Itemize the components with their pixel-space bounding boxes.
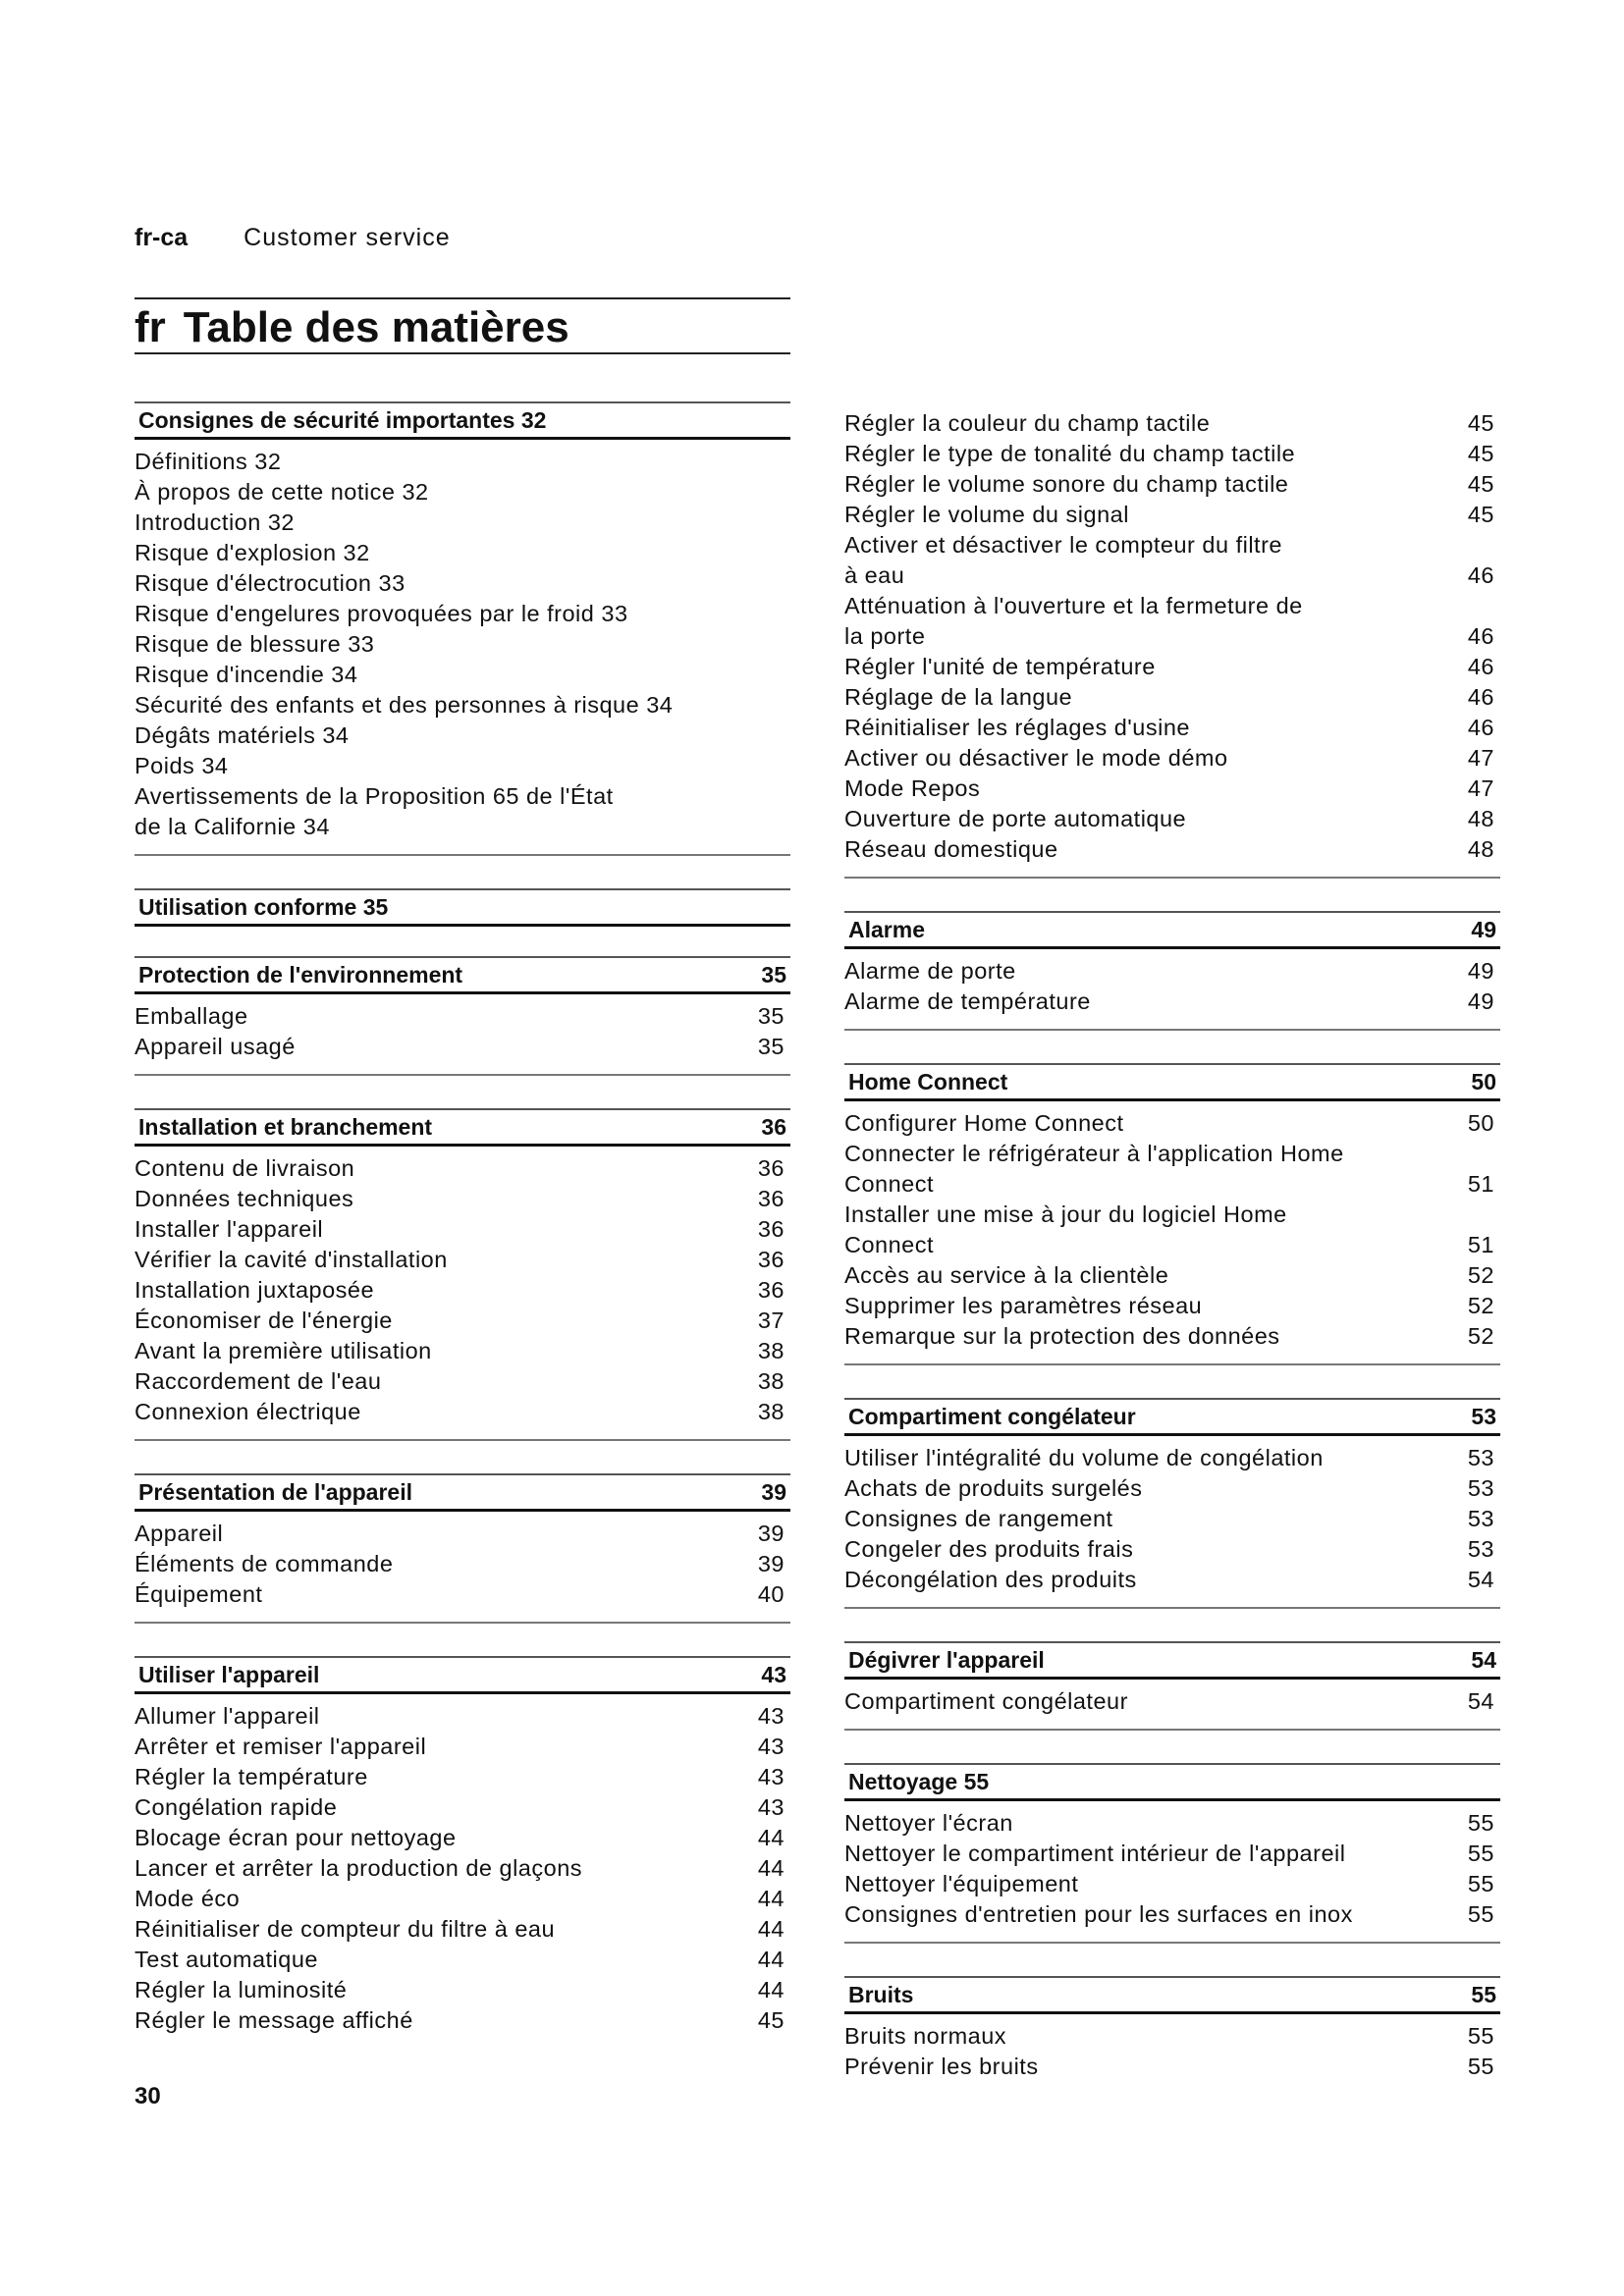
toc-entry[interactable] <box>135 1275 790 1306</box>
toc-entry-title: Nettoyer l'équipement <box>844 1871 1079 1896</box>
toc-entry-title: Vérifier la cavité d'installation <box>135 1247 448 1272</box>
toc-entry-title: Arrêter et remiser l'appareil <box>135 1734 427 1759</box>
toc-entry-page: 43 <box>757 1764 785 1789</box>
toc-section-title: Home Connect <box>848 1068 1008 1095</box>
toc-entry[interactable] <box>844 1108 1500 1139</box>
toc-entry[interactable] <box>135 721 790 751</box>
toc-entry-page: 55 <box>1467 1841 1494 1866</box>
toc-entry[interactable] <box>844 1839 1500 1869</box>
toc-entry-title: Prévenir les bruits <box>844 2054 1039 2079</box>
toc-entry[interactable] <box>844 1443 1500 1473</box>
toc-section <box>844 1641 1500 1731</box>
toc-entry-page: 45 <box>1467 471 1494 497</box>
toc-entry-list <box>844 401 1500 879</box>
toc-section <box>135 1108 790 1441</box>
toc-entry-list <box>844 1680 1500 1731</box>
toc-entry[interactable] <box>135 781 790 842</box>
toc-section-heading[interactable] <box>844 1976 1500 2014</box>
toc-entry-page: 44 <box>757 1886 785 1911</box>
toc-entry-title: Dégâts matériels 34 <box>135 722 350 748</box>
toc-section-heading[interactable] <box>844 1641 1500 1680</box>
toc-entry-title: Alarme de température <box>844 988 1091 1014</box>
toc-entry-title: Régler le message affiché <box>135 2007 413 2033</box>
toc-entry-page: 45 <box>1467 502 1494 527</box>
toc-entry-page: 47 <box>1467 745 1494 771</box>
toc-entry[interactable] <box>844 1200 1500 1260</box>
toc-entry-title: Installer l'appareil <box>135 1216 324 1242</box>
section-spacer <box>135 1076 790 1108</box>
toc-entry-page: 52 <box>1467 1323 1494 1349</box>
section-spacer <box>844 1731 1500 1763</box>
toc-section <box>844 911 1500 1031</box>
toc-entry[interactable] <box>844 591 1500 652</box>
toc-entry[interactable] <box>135 1153 790 1184</box>
toc-section <box>844 401 1500 879</box>
toc-section-title: Utiliser l'appareil <box>138 1661 320 1687</box>
toc-entry-list <box>135 1694 790 2048</box>
toc-entry[interactable] <box>135 1306 790 1336</box>
toc-entry[interactable] <box>135 629 790 660</box>
toc-entry[interactable] <box>844 1899 1500 1930</box>
toc-entry-page: 51 <box>1467 1171 1494 1197</box>
toc-entry-title: Risque d'explosion 32 <box>135 540 370 565</box>
toc-entry-title: Risque de blessure 33 <box>135 631 375 657</box>
toc-entry-page: 49 <box>1467 958 1494 984</box>
toc-entry-page: 45 <box>1467 441 1494 466</box>
toc-entry[interactable] <box>844 1869 1500 1899</box>
toc-entry[interactable] <box>844 682 1500 713</box>
toc-section-title: Protection de l'environnement <box>138 961 463 988</box>
toc-section <box>844 1763 1500 1944</box>
toc-entry-title: Consignes de rangement <box>844 1506 1113 1531</box>
toc-entry[interactable] <box>844 1686 1500 1717</box>
toc-entry-page: 55 <box>1467 2023 1494 2049</box>
toc-entry-title: Lancer et arrêter la production de glaçons <box>135 1855 583 1881</box>
section-spacer <box>135 927 790 956</box>
toc-entry[interactable] <box>844 834 1500 865</box>
toc-left-column <box>135 401 790 2048</box>
toc-section-page: 53 <box>1471 1403 1496 1429</box>
toc-section <box>844 1063 1500 1365</box>
toc-entry-title: Congeler des produits frais <box>844 1536 1134 1562</box>
toc-section-page: 36 <box>761 1113 786 1140</box>
toc-entry-title: Consignes d'entretien pour les surfaces en inox <box>844 1901 1353 1927</box>
toc-entry-title: Appareil <box>135 1521 224 1546</box>
toc-entry-title: Risque d'engelures provoquées par le froid 33 <box>135 601 628 626</box>
toc-entry[interactable] <box>135 1792 790 1823</box>
toc-entry[interactable] <box>135 1336 790 1366</box>
toc-entry-page: 44 <box>757 1825 785 1850</box>
toc-section-title: Dégivrer l'appareil <box>848 1646 1045 1673</box>
toc-entry-title: Régler le volume sonore du champ tactile <box>844 471 1289 497</box>
toc-entry-page: 54 <box>1467 1688 1494 1714</box>
toc-entry[interactable] <box>135 1945 790 1975</box>
toc-entry-page: 50 <box>1467 1110 1494 1136</box>
toc-entry-page: 44 <box>757 1916 785 1942</box>
toc-entry-page: 36 <box>757 1186 785 1211</box>
toc-entry-title: Réglage de la langue <box>844 684 1073 710</box>
toc-entry-page: 55 <box>1467 2054 1494 2079</box>
toc-entry-title: Réseau domestique <box>844 836 1058 862</box>
toc-entry-list <box>135 1147 790 1441</box>
toc-entry-title: Congélation rapide <box>135 1794 338 1820</box>
toc-entry-list <box>135 440 790 856</box>
toc-entry-title: Atténuation à l'ouverture et la fermeture de la porte <box>844 593 1303 649</box>
toc-entry-page: 44 <box>757 1977 785 2002</box>
toc-entry-page: 55 <box>1467 1901 1494 1927</box>
toc-entry-page: 48 <box>1467 836 1494 862</box>
toc-entry[interactable] <box>135 538 790 568</box>
toc-entry-title: Contenu de livraison <box>135 1155 355 1181</box>
toc-section-heading[interactable] <box>135 1656 790 1694</box>
toc-entry[interactable] <box>844 713 1500 743</box>
toc-entry-list <box>844 2014 1500 2094</box>
toc-section <box>135 1656 790 2048</box>
toc-entry-title: Régler l'unité de température <box>844 654 1156 679</box>
toc-entry[interactable] <box>135 690 790 721</box>
toc-entry-title: Sécurité des enfants et des personnes à risque 34 <box>135 692 674 718</box>
toc-section-title: Bruits <box>848 1981 914 2007</box>
toc-entry-title: Alarme de porte <box>844 958 1016 984</box>
toc-entry-page: 52 <box>1467 1293 1494 1318</box>
toc-entry[interactable] <box>135 1762 790 1792</box>
toc-entry-title: Bruits normaux <box>844 2023 1007 2049</box>
toc-entry-page: 46 <box>1467 715 1494 740</box>
toc-section-title: Utilisation conforme 35 <box>138 893 389 920</box>
toc-entry-page: 47 <box>1467 775 1494 801</box>
toc-entry-page: 38 <box>757 1368 785 1394</box>
toc-entry-title: Réinitialiser les réglages d'usine <box>844 715 1190 740</box>
toc-section-title: Alarme <box>848 916 925 942</box>
toc-entry-title: Nettoyer le compartiment intérieur de l'appareil <box>844 1841 1346 1866</box>
page-number: 30 <box>135 2083 161 2109</box>
toc-section-page: 43 <box>761 1661 786 1687</box>
toc-entry[interactable] <box>135 1214 790 1245</box>
toc-entry[interactable] <box>135 1366 790 1397</box>
toc-entry-title: Avertissements de la Proposition 65 de l'État de la Californie 34 <box>135 783 614 839</box>
toc-section <box>135 401 790 856</box>
toc-entry-title: Mode Repos <box>844 775 981 801</box>
toc-entry-page: 48 <box>1467 806 1494 831</box>
toc-entry-page: 46 <box>1467 654 1494 679</box>
toc-entry[interactable] <box>844 1139 1500 1200</box>
toc-entry[interactable] <box>844 439 1500 469</box>
toc-entry[interactable] <box>844 1321 1500 1352</box>
toc-section <box>135 888 790 927</box>
toc-entry-title: Test automatique <box>135 1947 318 1972</box>
toc-entry-page: 39 <box>757 1551 785 1576</box>
toc-entry[interactable] <box>135 1549 790 1579</box>
toc-entry-title: Activer ou désactiver le mode démo <box>844 745 1228 771</box>
toc-entry[interactable] <box>844 1260 1500 1291</box>
section-spacer <box>135 1441 790 1473</box>
toc-entry[interactable] <box>135 568 790 599</box>
toc-entry-page: 36 <box>757 1277 785 1303</box>
toc-entry-title: Risque d'électrocution 33 <box>135 570 406 596</box>
toc-entry[interactable] <box>135 1701 790 1732</box>
toc-entry[interactable] <box>844 743 1500 774</box>
toc-entry[interactable] <box>135 1914 790 1945</box>
toc-entry[interactable] <box>844 1473 1500 1504</box>
toc-entry-page: 45 <box>757 2007 785 2033</box>
toc-section <box>135 1473 790 1624</box>
toc-entry-title: À propos de cette notice 32 <box>135 479 429 505</box>
toc-entry[interactable] <box>135 1184 790 1214</box>
toc-entry-list <box>135 1512 790 1624</box>
toc-entry-page: 53 <box>1467 1445 1494 1470</box>
toc-entry[interactable] <box>844 408 1500 439</box>
toc-section <box>135 956 790 1076</box>
toc-section-heading[interactable] <box>135 888 790 927</box>
toc-entry-page: 37 <box>757 1308 785 1333</box>
toc-entry[interactable] <box>135 477 790 507</box>
toc-entry[interactable] <box>135 507 790 538</box>
toc-section-heading[interactable] <box>844 1063 1500 1101</box>
toc-entry-page: 43 <box>757 1734 785 1759</box>
toc-entry-title: Régler la couleur du champ tactile <box>844 410 1211 436</box>
toc-entry[interactable] <box>135 1245 790 1275</box>
toc-entry-list <box>844 1436 1500 1609</box>
toc-entry-page: 53 <box>1467 1506 1494 1531</box>
toc-entry-title: Configurer Home Connect <box>844 1110 1124 1136</box>
toc-section <box>844 1398 1500 1609</box>
toc-entry-title: Régler la luminosité <box>135 1977 348 2002</box>
toc-section-title: Présentation de l'appareil <box>138 1478 412 1505</box>
toc-entry-page: 44 <box>757 1947 785 1972</box>
section-spacer <box>844 1031 1500 1063</box>
toc-section-title: Compartiment congélateur <box>848 1403 1136 1429</box>
toc-entry[interactable] <box>135 1001 790 1032</box>
toc-entry-page: 53 <box>1467 1536 1494 1562</box>
toc-entry[interactable] <box>135 1975 790 2005</box>
toc-entry[interactable] <box>844 530 1500 591</box>
toc-entry-page: 46 <box>1467 562 1494 588</box>
toc-entry-page: 45 <box>1467 410 1494 436</box>
toc-section-title: Installation et branchement <box>138 1113 433 1140</box>
toc-section-heading[interactable] <box>844 1763 1500 1801</box>
toc-entry-title: Mode éco <box>135 1886 241 1911</box>
toc-entry-title: Équipement <box>135 1581 263 1607</box>
toc-entry-title: Emballage <box>135 1003 248 1029</box>
toc-entry-title: Risque d'incendie 34 <box>135 662 358 687</box>
toc-entry[interactable] <box>844 2021 1500 2052</box>
toc-entry[interactable] <box>844 469 1500 500</box>
toc-entry-page: 35 <box>757 1034 785 1059</box>
toc-entry-list <box>135 994 790 1076</box>
toc-entry[interactable] <box>844 1808 1500 1839</box>
toc-entry-page: 36 <box>757 1216 785 1242</box>
toc-section-page: 35 <box>761 961 786 988</box>
toc-right-column <box>844 401 1500 2094</box>
toc-entry[interactable] <box>135 1853 790 1884</box>
section-name: Customer service <box>244 224 451 251</box>
toc-entry-title: Régler la température <box>135 1764 368 1789</box>
toc-entry-title: Avant la première utilisation <box>135 1338 432 1363</box>
toc-entry[interactable] <box>135 1823 790 1853</box>
toc-entry-title: Blocage écran pour nettoyage <box>135 1825 457 1850</box>
toc-section-heading[interactable] <box>135 956 790 994</box>
toc-section-heading[interactable] <box>135 1473 790 1512</box>
toc-entry-title: Économiser de l'énergie <box>135 1308 393 1333</box>
toc-entry-title: Connexion électrique <box>135 1399 361 1424</box>
section-spacer <box>844 1944 1500 1976</box>
section-spacer <box>844 1365 1500 1398</box>
toc-entry-page: 46 <box>1467 684 1494 710</box>
toc-entry-title: Activer et désactiver le compteur du filtre à eau <box>844 532 1282 588</box>
toc-entry-title: Installer une mise à jour du logiciel Home Connect <box>844 1201 1287 1257</box>
toc-entry[interactable] <box>844 987 1500 1017</box>
toc-entry[interactable] <box>135 447 790 477</box>
toc-section-heading[interactable] <box>135 1108 790 1147</box>
toc-entry-title: Connecter le réfrigérateur à l'application Home Connect <box>844 1141 1344 1197</box>
toc-entry-page: 38 <box>757 1399 785 1424</box>
toc-entry-page: 51 <box>1467 1232 1494 1257</box>
toc-entry-page: 55 <box>1467 1871 1494 1896</box>
toc-entry[interactable] <box>844 774 1500 804</box>
toc-entry-title: Régler le type de tonalité du champ tactile <box>844 441 1296 466</box>
toc-entry-title: Raccordement de l'eau <box>135 1368 382 1394</box>
title-text: Table des matières <box>183 303 569 351</box>
toc-entry[interactable] <box>844 1565 1500 1595</box>
toc-entry[interactable] <box>844 956 1500 987</box>
toc-section-page: 54 <box>1471 1646 1496 1673</box>
toc-entry-page: 53 <box>1467 1475 1494 1501</box>
toc-entry-page: 43 <box>757 1794 785 1820</box>
toc-section <box>844 1976 1500 2094</box>
toc-entry-title: Supprimer les paramètres réseau <box>844 1293 1203 1318</box>
page-title <box>135 297 790 354</box>
toc-entry-page: 49 <box>1467 988 1494 1014</box>
toc-entry-title: Ouverture de porte automatique <box>844 806 1187 831</box>
toc-entry-title: Décongélation des produits <box>844 1567 1137 1592</box>
toc-entry-page: 36 <box>757 1247 785 1272</box>
toc-section-heading[interactable] <box>844 1398 1500 1436</box>
toc-entry[interactable] <box>135 1519 790 1549</box>
toc-entry-title: Réinitialiser de compteur du filtre à eau <box>135 1916 556 1942</box>
toc-entry-page: 35 <box>757 1003 785 1029</box>
toc-entry-page: 40 <box>757 1581 785 1607</box>
toc-section-page: 39 <box>761 1478 786 1505</box>
toc-entry-page: 36 <box>757 1155 785 1181</box>
section-spacer <box>844 879 1500 911</box>
toc-section-title: Nettoyage 55 <box>848 1768 990 1794</box>
toc-entry-title: Poids 34 <box>135 753 229 778</box>
toc-entry-title: Introduction 32 <box>135 509 295 535</box>
toc-entry-title: Accès au service à la clientèle <box>844 1262 1169 1288</box>
toc-entry[interactable] <box>135 1732 790 1762</box>
toc-entry[interactable] <box>844 500 1500 530</box>
section-spacer <box>844 1609 1500 1641</box>
toc-entry-title: Compartiment congélateur <box>844 1688 1128 1714</box>
toc-entry-page: 38 <box>757 1338 785 1363</box>
page-header <box>135 224 451 252</box>
toc-entry[interactable] <box>844 652 1500 682</box>
toc-entry-list <box>844 1101 1500 1365</box>
toc-entry[interactable] <box>135 599 790 629</box>
toc-entry-page: 52 <box>1467 1262 1494 1288</box>
toc-entry-title: Données techniques <box>135 1186 354 1211</box>
toc-entry-title: Nettoyer l'écran <box>844 1810 1013 1836</box>
toc-entry-title: Installation juxtaposée <box>135 1277 375 1303</box>
toc-entry-page: 44 <box>757 1855 785 1881</box>
section-spacer <box>135 1624 790 1656</box>
toc-entry-title: Achats de produits surgelés <box>844 1475 1143 1501</box>
toc-entry[interactable] <box>135 1397 790 1427</box>
toc-entry-title: Remarque sur la protection des données <box>844 1323 1280 1349</box>
toc-entry[interactable] <box>135 1579 790 1610</box>
toc-entry[interactable] <box>844 1504 1500 1534</box>
title-language: fr <box>135 303 166 351</box>
toc-entry[interactable] <box>135 2005 790 2036</box>
toc-entry-title: Appareil usagé <box>135 1034 296 1059</box>
toc-entry[interactable] <box>844 804 1500 834</box>
toc-entry[interactable] <box>844 1534 1500 1565</box>
section-spacer <box>135 856 790 888</box>
toc-entry-page: 43 <box>757 1703 785 1729</box>
toc-entry[interactable] <box>135 660 790 690</box>
toc-entry-title: Définitions 32 <box>135 449 282 474</box>
toc-section-title: Consignes de sécurité importantes 32 <box>138 406 547 433</box>
language-code: fr-ca <box>135 224 189 251</box>
toc-section-page: 55 <box>1471 1981 1496 2007</box>
toc-entry[interactable] <box>135 1032 790 1062</box>
toc-section-heading[interactable] <box>844 911 1500 949</box>
toc-section-heading[interactable] <box>135 401 790 440</box>
toc-entry-page: 39 <box>757 1521 785 1546</box>
toc-entry-page: 55 <box>1467 1810 1494 1836</box>
toc-entry-page: 46 <box>1467 623 1494 649</box>
toc-entry[interactable] <box>135 751 790 781</box>
toc-entry-title: Utiliser l'intégralité du volume de congélation <box>844 1445 1324 1470</box>
toc-entry[interactable] <box>844 1291 1500 1321</box>
toc-entry-title: Éléments de commande <box>135 1551 394 1576</box>
toc-entry[interactable] <box>135 1884 790 1914</box>
toc-entry-title: Régler le volume du signal <box>844 502 1129 527</box>
toc-entry-title: Allumer l'appareil <box>135 1703 320 1729</box>
toc-entry-list <box>844 949 1500 1031</box>
toc-entry-list <box>844 1801 1500 1944</box>
toc-entry[interactable] <box>844 2052 1500 2082</box>
toc-section-page: 49 <box>1471 916 1496 942</box>
toc-section-page: 50 <box>1471 1068 1496 1095</box>
toc-entry-page: 54 <box>1467 1567 1494 1592</box>
